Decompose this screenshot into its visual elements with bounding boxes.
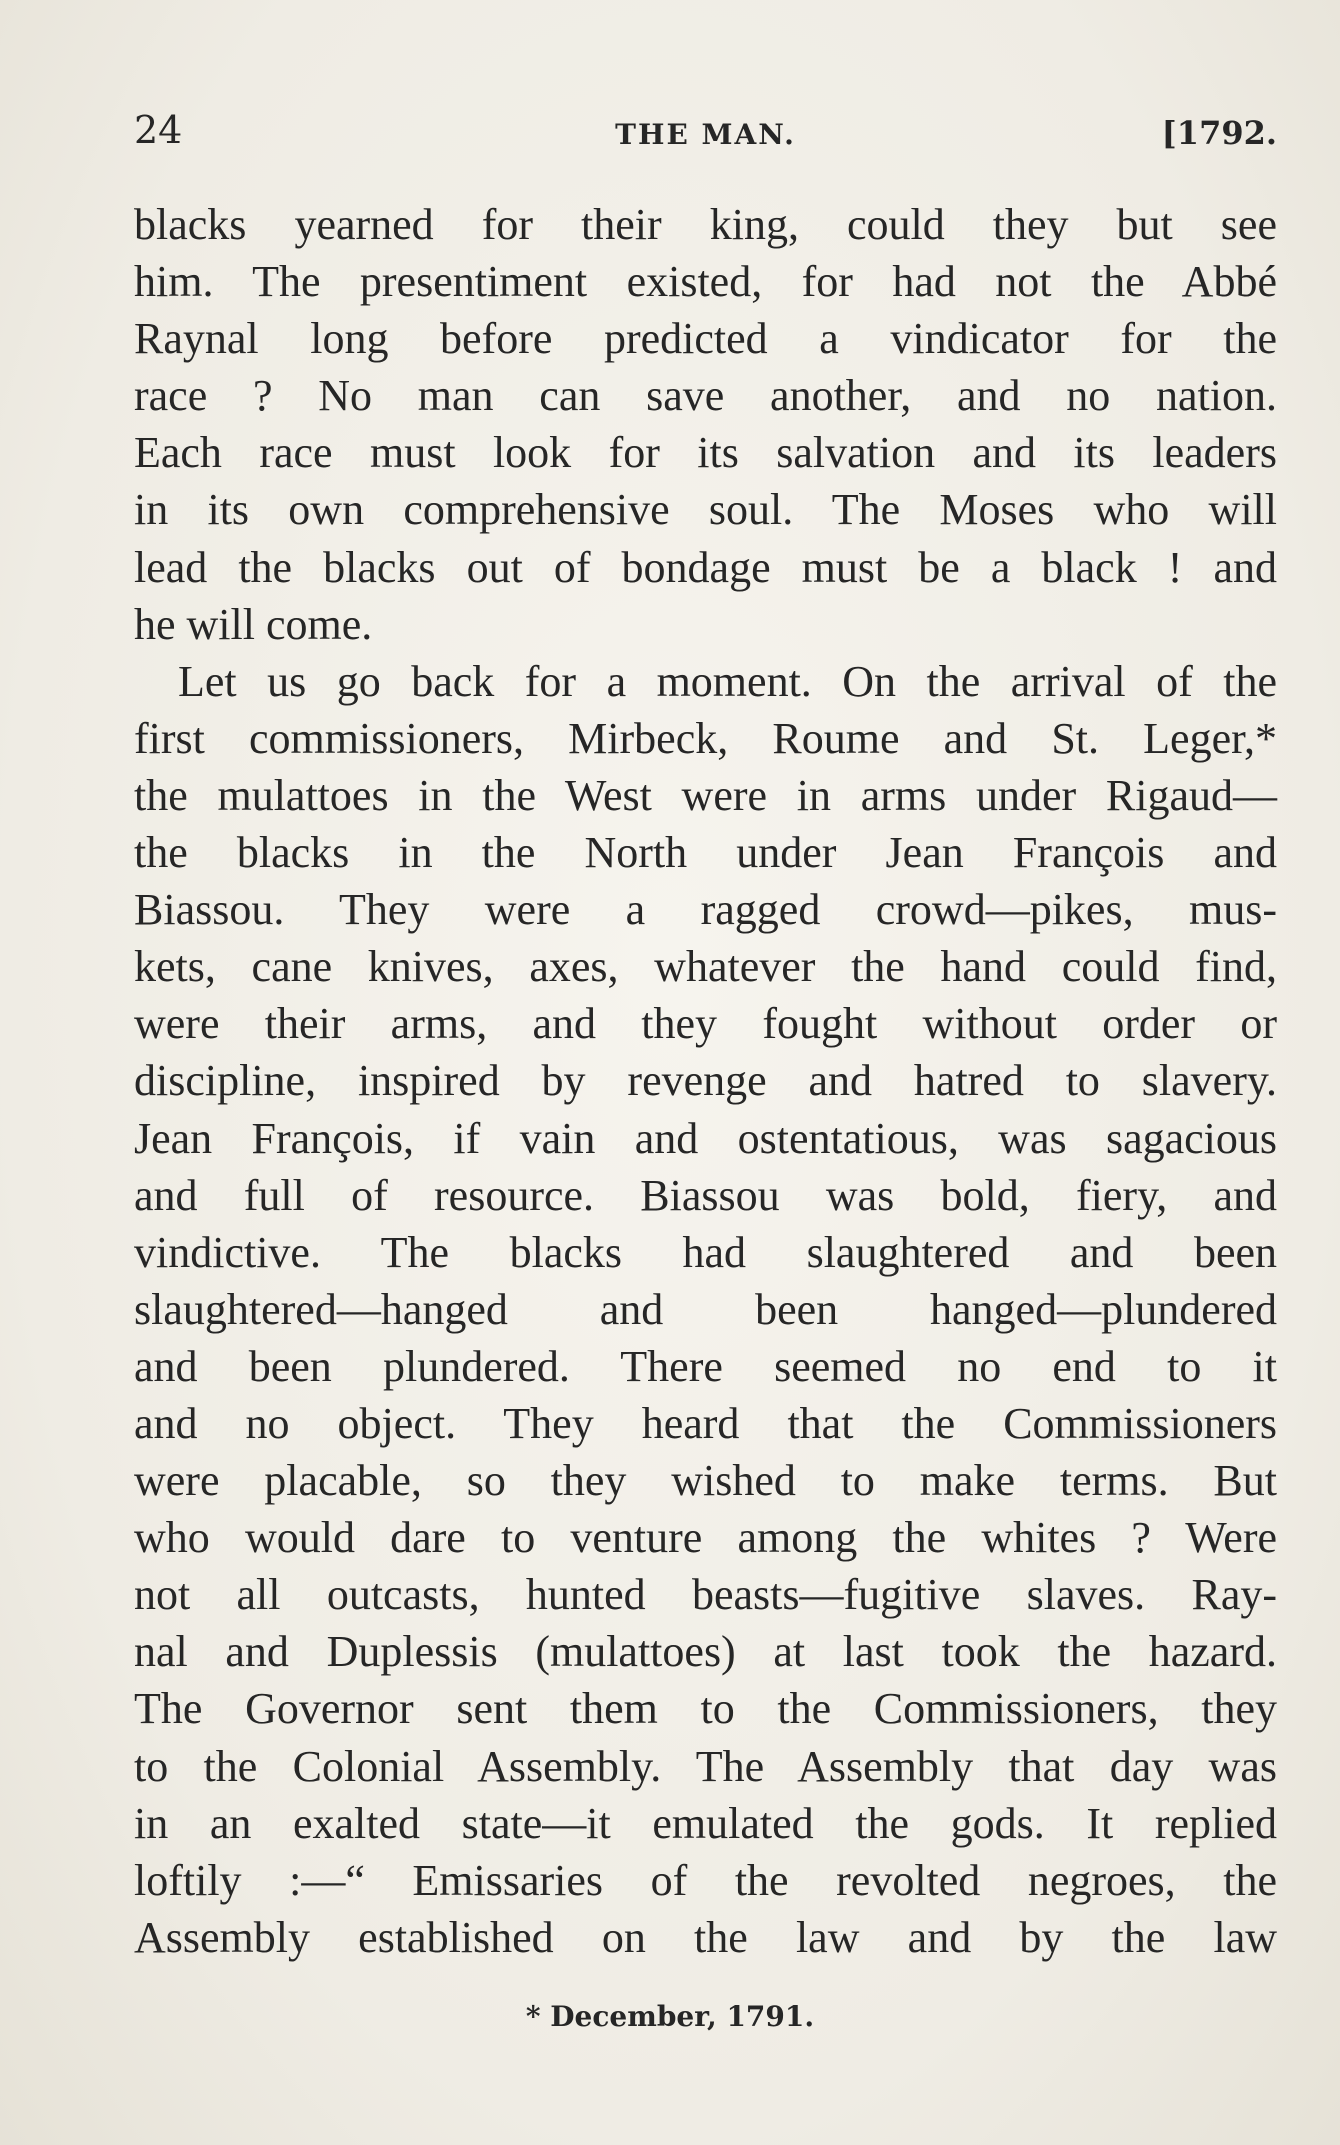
text-line: were placable, so they wished to make terms. But (134, 1456, 1277, 1506)
text-line: to the Colonial Assembly. The Assembly that day was (134, 1741, 1277, 1791)
text-line: first commissioners, Mirbeck, Roume and St. Leger,* (134, 713, 1277, 763)
text-line: and been plundered. There seemed no end to it (134, 1341, 1277, 1391)
text-line: nal and Duplessis (mulattoes) at last took the hazard. (134, 1627, 1277, 1677)
text-line: the blacks in the North under Jean François and (134, 828, 1277, 878)
text-line: race ? No man can save another, and no nation. (134, 371, 1277, 421)
text-line: not all outcasts, hunted beasts—fugitive slaves. Ray- (134, 1570, 1277, 1620)
header-year: [1792. (1161, 114, 1277, 152)
text-line: Assembly established on the law and by the law (134, 1912, 1277, 1962)
paragraph-end-line: he will come. (134, 599, 373, 649)
footnote: * December, 1791. (525, 2000, 815, 2033)
text-line: the mulattoes in the West were in arms under Rigaud— (134, 770, 1277, 820)
text-line: Raynal long before predicted a vindicator for the (134, 314, 1277, 364)
text-line: Jean François, if vain and ostentatious, was sagacious (134, 1113, 1277, 1163)
page-number: 24 (134, 108, 183, 152)
body-text (134, 196, 1277, 1966)
running-title: THE MAN. (615, 118, 796, 151)
text-line: were their arms, and they fought without order or (134, 999, 1277, 1049)
text-line: blacks yearned for their king, could they but see (134, 200, 1277, 249)
text-line: Each race must look for its salvation and its leaders (134, 428, 1277, 478)
text-line: and full of resource. Biassou was bold, fiery, and (134, 1170, 1277, 1220)
text-line: lead the blacks out of bondage must be a black ! and (134, 542, 1277, 592)
text-line: him. The presentiment existed, for had not the Abbé (134, 257, 1277, 307)
text-line: The Governor sent them to the Commissioners, they (134, 1684, 1277, 1734)
text-line: kets, cane knives, axes, whatever the hand could find, (134, 942, 1277, 992)
paragraph-start-line: Let us go back for a moment. On the arrival of the (178, 656, 1277, 706)
text-line: vindictive. The blacks had slaughtered and been (134, 1227, 1277, 1277)
page-header (134, 108, 1277, 158)
text-line: Biassou. They were a ragged crowd—pikes, mus- (134, 885, 1277, 935)
text-line: who would dare to venture among the whites ? Were (134, 1513, 1277, 1563)
text-line: in an exalted state—it emulated the gods. It replied (134, 1798, 1277, 1848)
text-line: in its own comprehensive soul. The Moses who will (134, 485, 1277, 535)
text-line: slaughtered—hanged and been hanged—plundered (134, 1284, 1277, 1334)
text-line: discipline, inspired by revenge and hatred to slavery. (134, 1056, 1277, 1106)
text-line: and no object. They heard that the Commissioners (134, 1398, 1277, 1448)
text-line: loftily :—“ Emissaries of the revolted negroes, the (134, 1855, 1277, 1905)
